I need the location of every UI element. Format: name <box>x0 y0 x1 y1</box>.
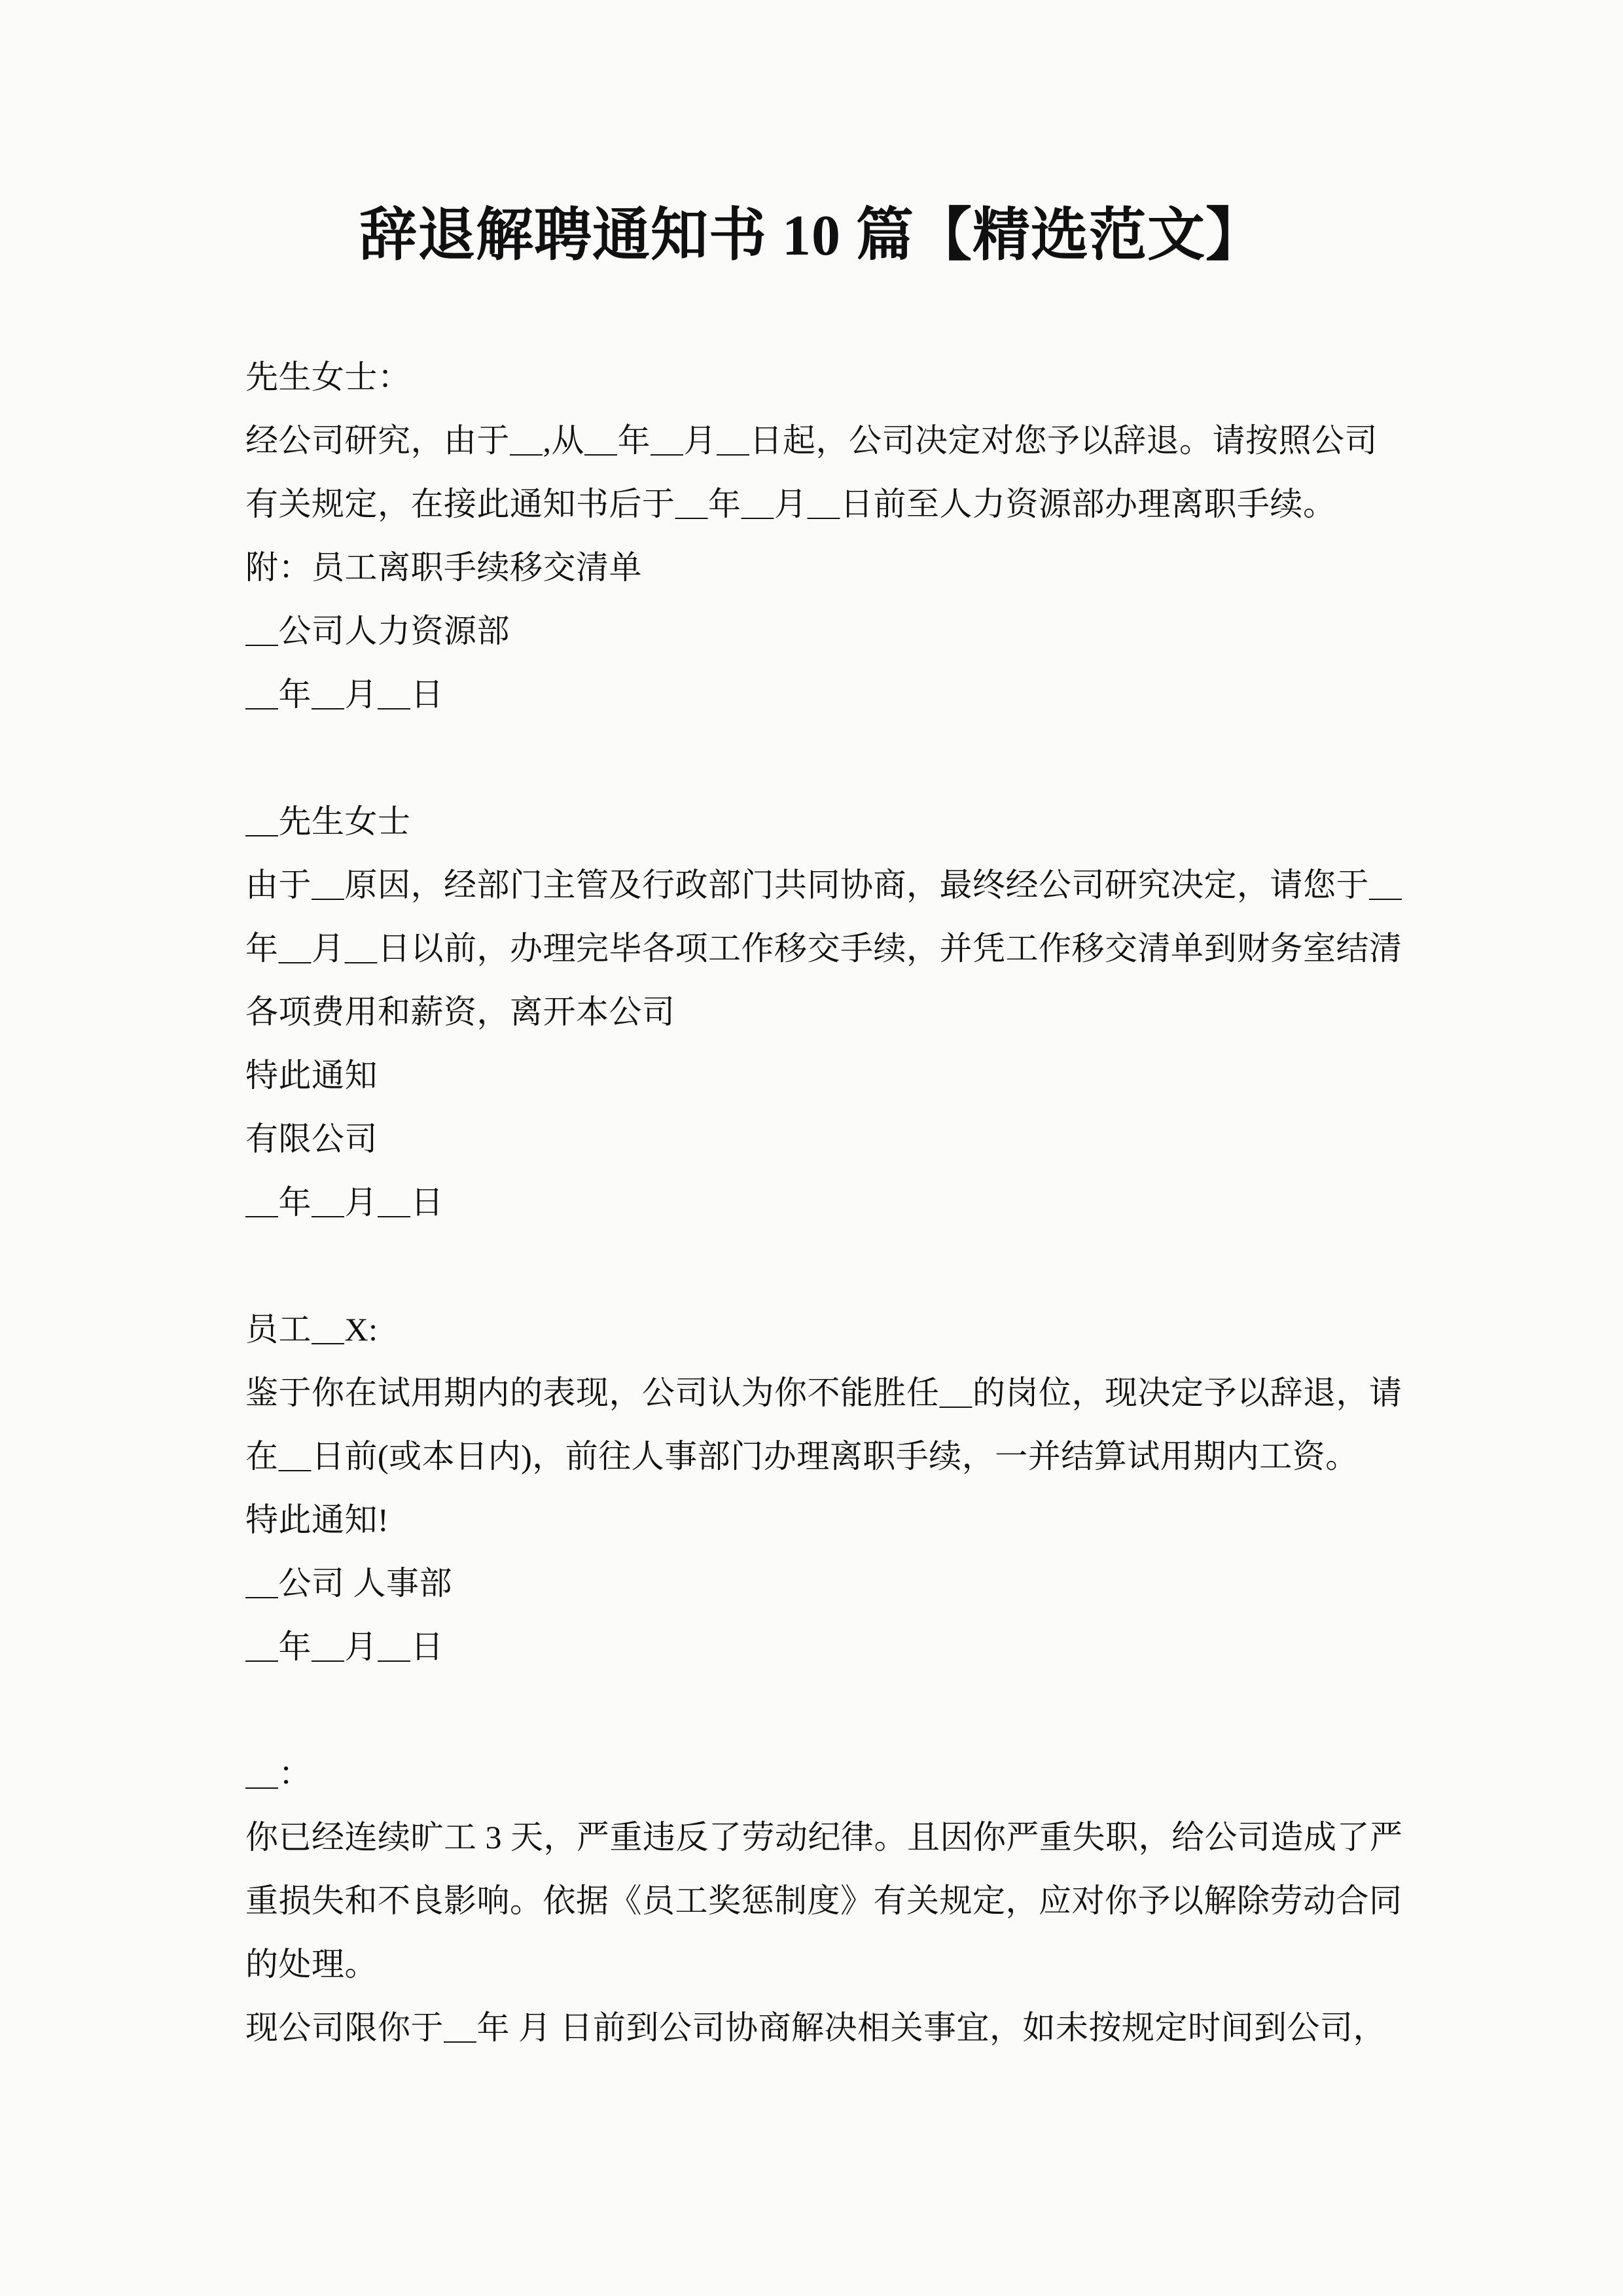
document-line: ＿公司人力资源部 <box>245 613 510 649</box>
document-body <box>245 346 1403 2060</box>
document-line <box>245 1234 1374 1298</box>
document-line <box>245 726 1374 790</box>
document-line: 你已经连续旷工 3 天，严重违反了劳动纪律。且因你严重失职，给公司造成了严 <box>245 1819 1403 1856</box>
document-line: 先生女士： <box>245 359 411 395</box>
document-line: ＿年＿月＿日 <box>245 1628 444 1665</box>
document-line: 员工＿X: <box>245 1311 378 1348</box>
document-line: 鉴于你在试用期内的表现，公司认为你不能胜任＿的岗位，现决定予以辞退，请 <box>245 1374 1402 1411</box>
document-title: 辞退解聘通知书 10 篇【精选范文】 <box>359 204 1264 268</box>
document-line: ＿年＿月＿日 <box>245 1184 444 1221</box>
document-line: ＿年＿月＿日 <box>245 676 444 713</box>
document-line: 有限公司 <box>245 1121 378 1157</box>
document-line: 各项费用和薪资，离开本公司 <box>245 994 675 1030</box>
document-line: 特此通知 <box>245 1057 378 1094</box>
document-line <box>245 1679 1374 1742</box>
document-line: ＿： <box>245 1755 312 1792</box>
document-line: 附：员工离职手续移交清单 <box>245 549 642 586</box>
document-line: 现公司限你于＿年 月 日前到公司协商解决相关事宜，如未按规定时间到公司， <box>245 2009 1386 2046</box>
document-line: 由于＿原因，经部门主管及行政部门共同协商，最终经公司研究决定，请您于＿ <box>245 867 1402 903</box>
document-line: ＿先生女士 <box>245 803 411 840</box>
document-line: 的处理。 <box>245 1946 378 1982</box>
document-line: 年＿月＿日以前，办理完毕各项工作移交手续，并凭工作移交清单到财务室结清 <box>245 930 1402 967</box>
document-line: ＿公司 人事部 <box>245 1565 452 1602</box>
document-line: 在＿日前(或本日内)，前往人事部门办理离职手续，一并结算试用期内工资。 <box>245 1438 1359 1475</box>
document-line: 重损失和不良影响。依据《员工奖惩制度》有关规定，应对你予以解除劳动合同 <box>245 1882 1402 1919</box>
document-line: 特此通知! <box>245 1501 389 1538</box>
document-line: 有关规定，在接此通知书后于＿年＿月＿日前至人力资源部办理离职手续。 <box>245 486 1336 522</box>
document-line: 经公司研究，由于＿,从＿年＿月＿日起，公司决定对您予以辞退。请按照公司 <box>245 422 1378 459</box>
